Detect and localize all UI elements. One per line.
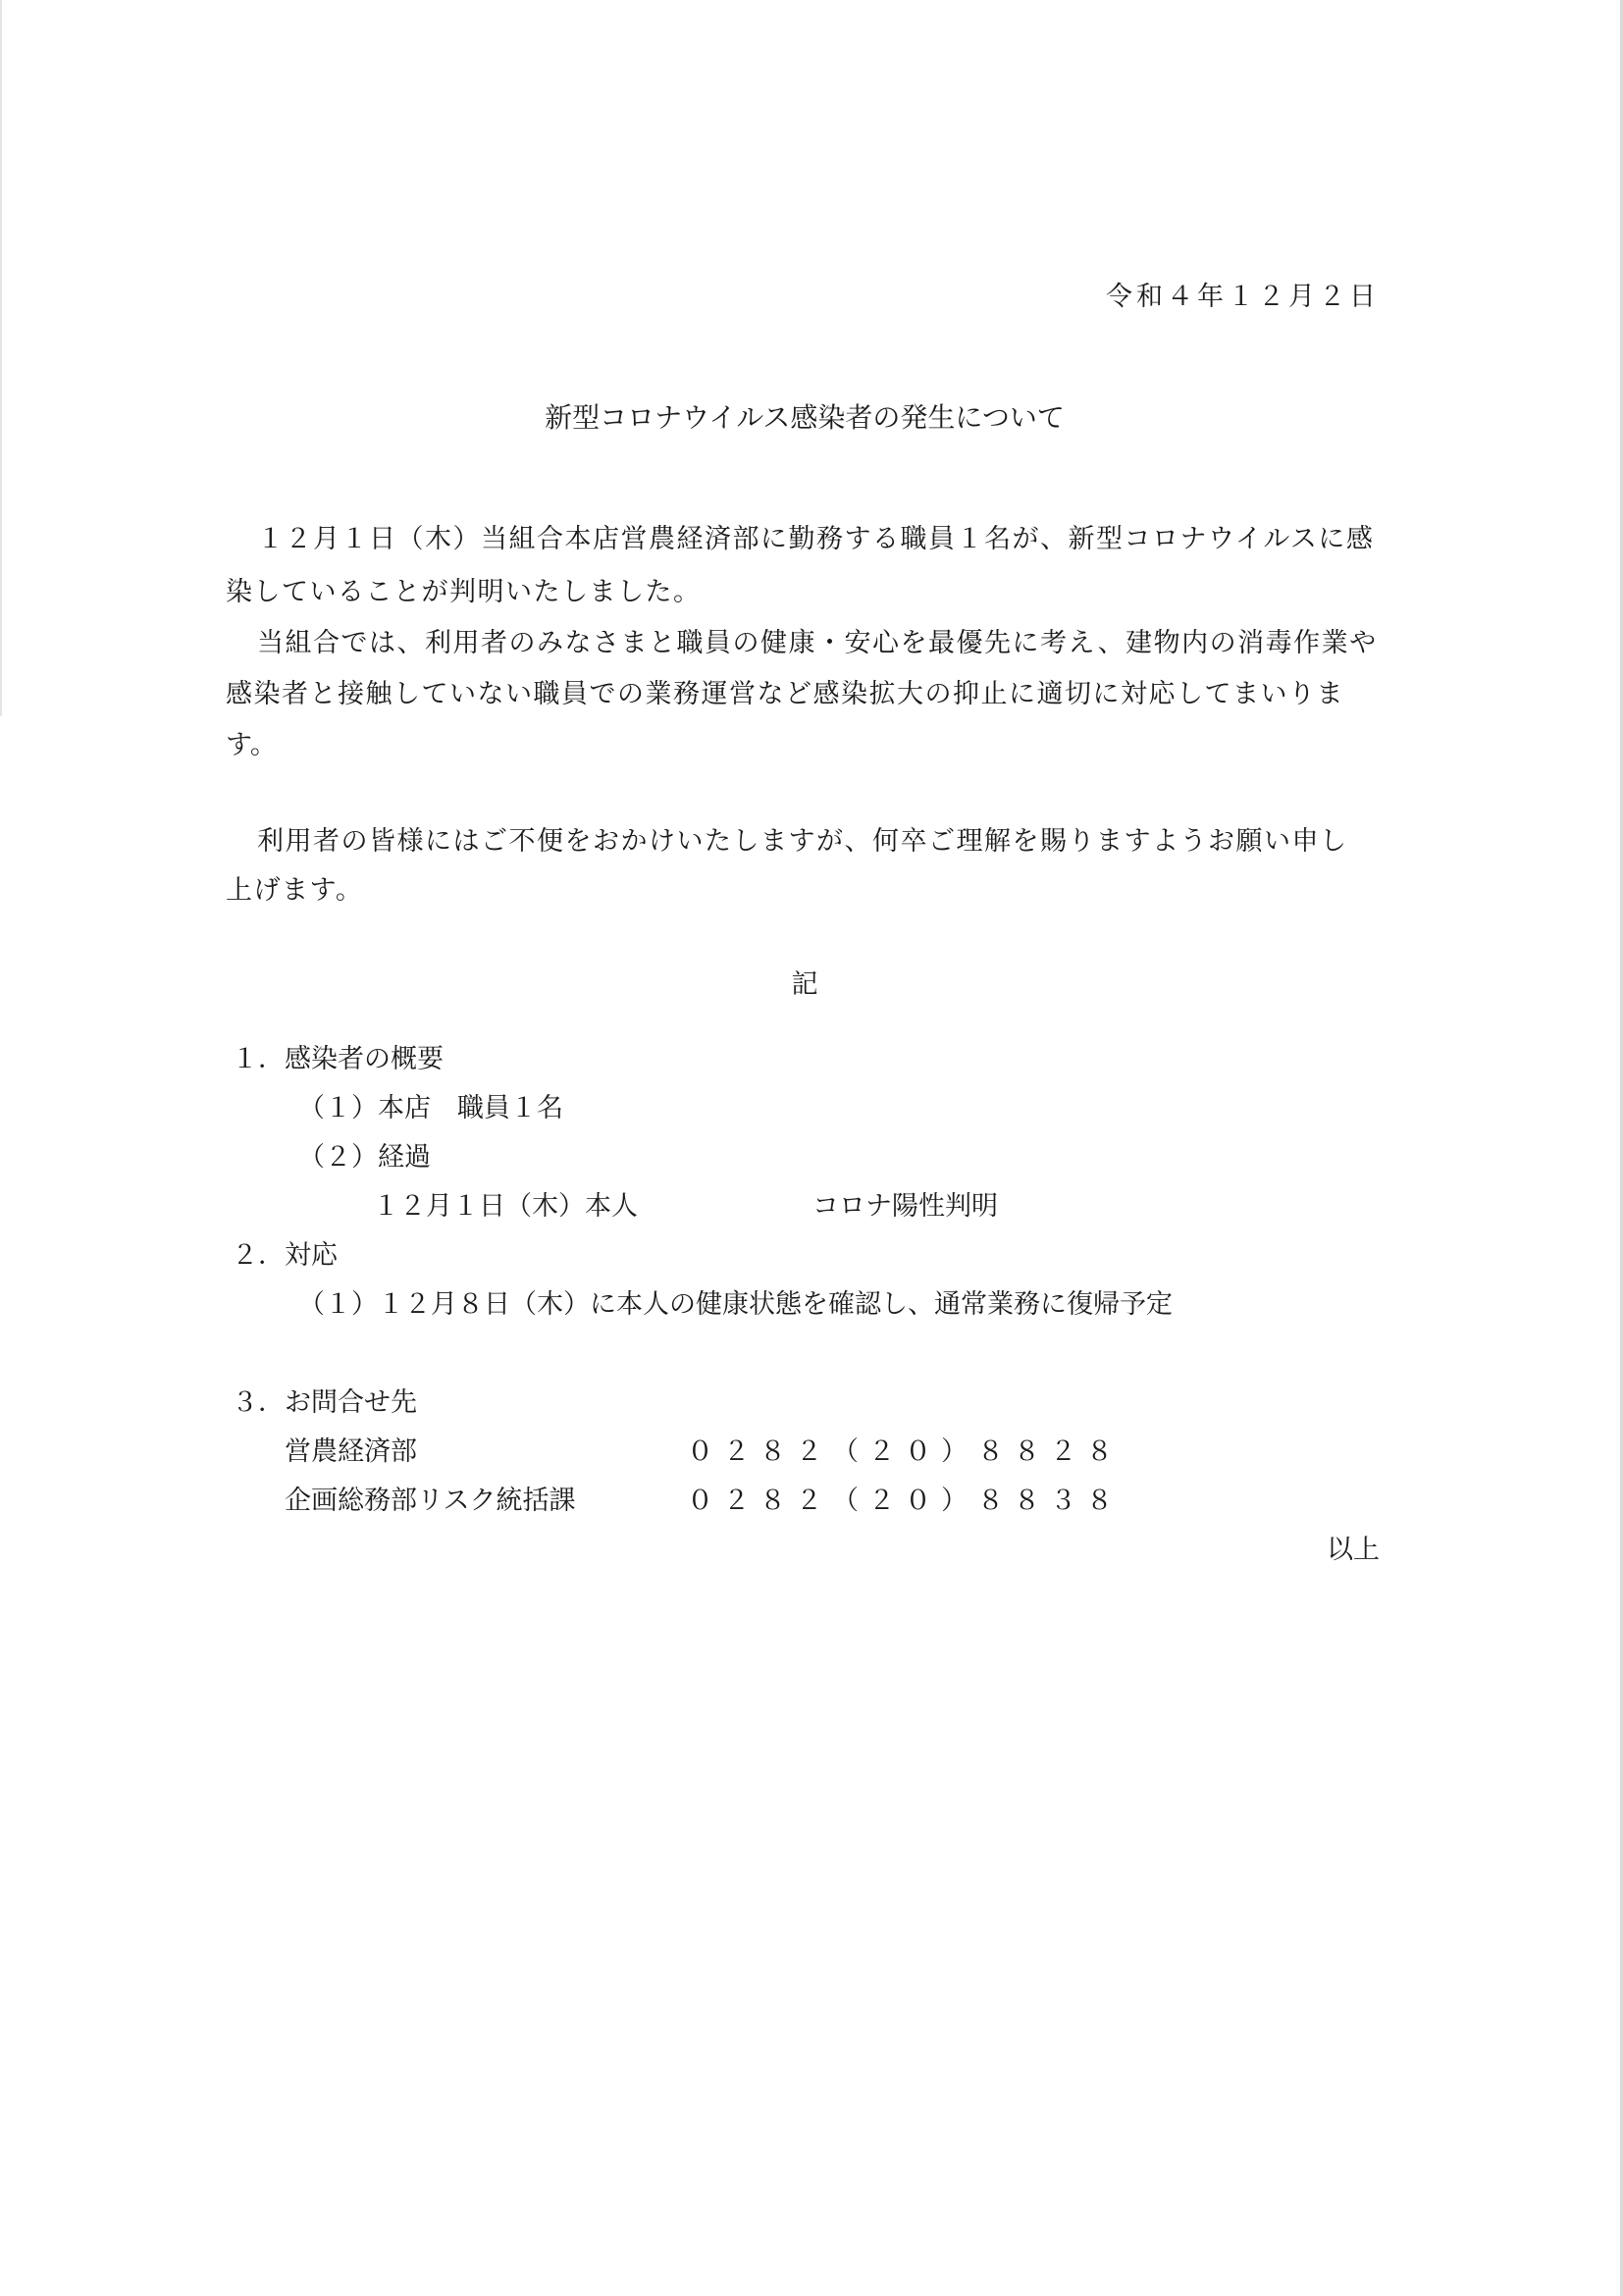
contact-2-name: 企画総務部リスク統括課 (285, 1486, 576, 1516)
progress-result: コロナ陽性判明 (812, 1191, 998, 1222)
scan-edge-left (0, 0, 2, 716)
section-3-heading: ３．お問合せ先 (232, 1387, 417, 1418)
paragraph-3-line-1: 利用者の皆様にはご不便をおかけいたしますが、何卒ご理解を賜りますようお願い申し (257, 826, 1348, 857)
section-2-heading: ２．対応 (232, 1240, 338, 1271)
paragraph-2-line-3: す。 (226, 730, 277, 760)
paragraph-1-line-1: １２月１日（木）当組合本店営農経済部に勤務する職員１名が、新型コロナウイルスに感 (257, 524, 1375, 554)
paragraph-1-line-2: 染していることが判明いたしました。 (226, 577, 702, 607)
contact-1-name: 営農経済部 (285, 1436, 417, 1467)
paragraph-2-line-1: 当組合では、利用者のみなさまと職員の健康・安心を最優先に考え、建物内の消毒作業や (257, 628, 1378, 658)
section-2-item-1: （１）１２月８日（木）に本人の健康状態を確認し、通常業務に復帰予定 (298, 1289, 1173, 1320)
contact-2-tel: ０２８２（２０）８８３８ (687, 1486, 1123, 1516)
ki-heading: 記 (791, 969, 818, 1000)
progress-date: １２月１日（木）本人 (373, 1191, 638, 1222)
paragraph-2-line-2: 感染者と接触していない職員での業務運営など感染拡大の抑止に適切に対応してまいりま (226, 679, 1344, 709)
document-date: 令和４年１２月２日 (1106, 282, 1380, 312)
section-1-heading: １．感染者の概要 (232, 1044, 444, 1074)
closing-ijo: 以上 (1327, 1535, 1380, 1565)
section-1-item-2: （２）経過 (298, 1142, 431, 1173)
paragraph-3-line-2: 上げます。 (226, 875, 364, 906)
contact-1-tel: ０２８２（２０）８８２８ (687, 1436, 1123, 1467)
document-title: 新型コロナウイルス感染者の発生について (545, 401, 1065, 434)
section-1-item-1: （１）本店 職員１名 (298, 1093, 563, 1123)
